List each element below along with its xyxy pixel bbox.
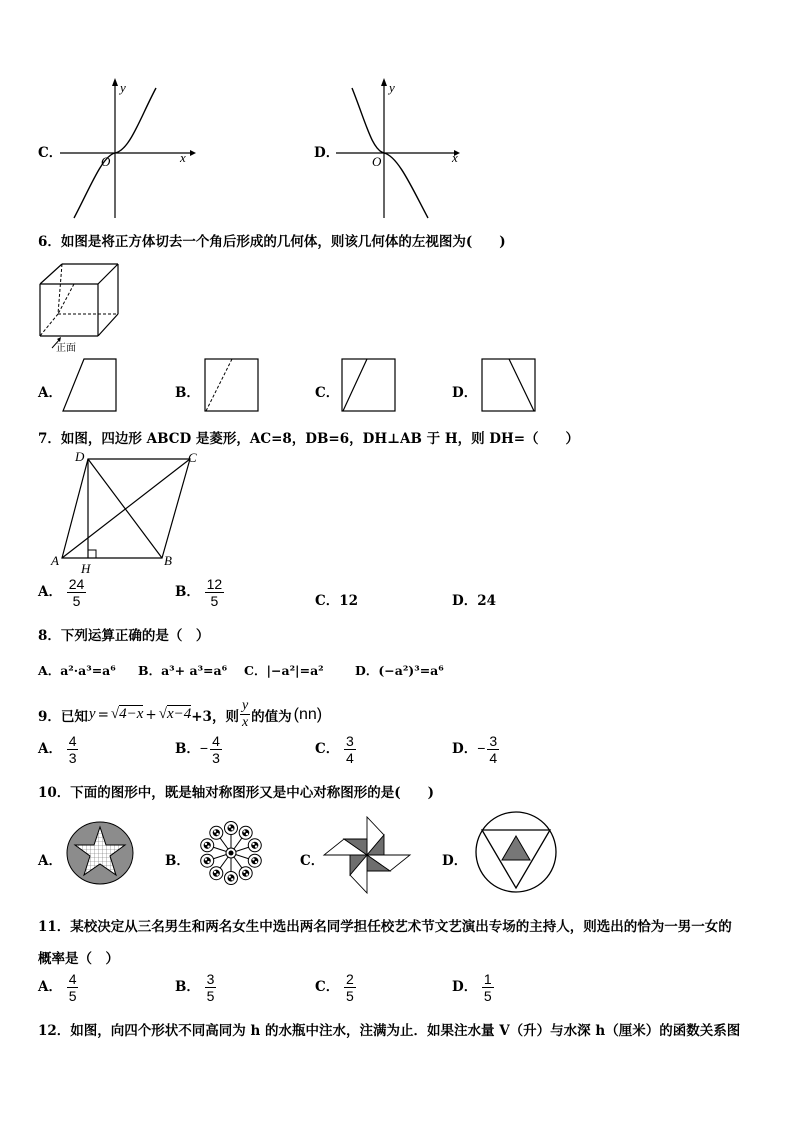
q8-option-d[interactable]: D．(−a²)³=a⁶ bbox=[355, 663, 444, 678]
q6-option-a-label[interactable]: A． bbox=[38, 385, 62, 401]
q6-option-b-label[interactable]: B． bbox=[175, 385, 200, 401]
q11-option-d-denominator: 5 bbox=[483, 988, 492, 1004]
q10-option-b-flower-figure[interactable] bbox=[196, 820, 266, 886]
q10-option-d-label[interactable]: D． bbox=[442, 853, 468, 869]
q11-option-b-denominator: 5 bbox=[206, 988, 215, 1004]
q7-label-h: H bbox=[81, 561, 91, 576]
q7-option-c-value: 12 bbox=[339, 593, 359, 609]
q11-option-d-numerator: 1 bbox=[483, 971, 492, 987]
q6-option-c-label[interactable]: C． bbox=[315, 385, 340, 401]
q11-option-b-label: B． bbox=[175, 979, 200, 995]
q7-text: 7．如图，四边形 ABCD 是菱形，AC=8，DB=6，DH⊥AB 于 H，则 DH=（ ） bbox=[38, 431, 580, 447]
q9-option-b-label: B． bbox=[175, 741, 200, 757]
flower-petal-dot bbox=[243, 871, 245, 873]
q11-option-d-label: D． bbox=[452, 979, 478, 995]
flower-petal-center bbox=[227, 874, 234, 881]
q9-option-d-fraction bbox=[487, 733, 499, 766]
flower-petal-dot bbox=[231, 828, 233, 830]
q11-option-b-fraction bbox=[205, 971, 217, 1004]
flower-petal-dot bbox=[207, 845, 209, 847]
q11-option-d-fraction bbox=[482, 971, 494, 1004]
q7-option-c[interactable] bbox=[315, 589, 358, 609]
q9-sqrt-1: √4−x bbox=[110, 706, 144, 722]
q9-y-over-x bbox=[240, 698, 250, 731]
q7-option-a-numerator: 24 bbox=[68, 576, 85, 592]
q9-y-var: y bbox=[88, 706, 96, 722]
q7-option-c-label: C． bbox=[315, 593, 340, 609]
q9-option-c-denominator: 4 bbox=[345, 750, 354, 766]
flower-petal-center bbox=[227, 824, 234, 831]
q10-option-a-label[interactable]: A． bbox=[38, 853, 62, 869]
q9-option-d[interactable] bbox=[452, 733, 499, 766]
q7-option-a-label: A． bbox=[38, 584, 62, 600]
flower-petal-dot bbox=[255, 861, 257, 863]
q9-option-a-denominator: 3 bbox=[68, 750, 77, 766]
q9-option-c-fraction bbox=[344, 733, 356, 766]
q9-plus: + bbox=[145, 706, 157, 723]
q9-paren: (nn) bbox=[293, 705, 323, 723]
q7-option-a-denominator: 5 bbox=[72, 593, 81, 609]
q11-option-b-numerator: 3 bbox=[206, 971, 215, 987]
q9-option-d-denominator: 4 bbox=[489, 750, 498, 766]
q7-rhombus-figure bbox=[60, 456, 196, 562]
flower-petal-center bbox=[204, 857, 211, 864]
q11-text-line1: 11．某校决定从三名男生和两名女生中选出两名同学担任校艺术节文艺演出专场的主持人，则选出的恰为一男一女的 bbox=[38, 919, 732, 935]
flower-petal-dot bbox=[207, 861, 209, 863]
q9-option-b-denominator: 3 bbox=[212, 750, 220, 766]
q10-text: 10．下面的图形中，既是轴对称图形又是中心对称图形的是( ) bbox=[38, 785, 435, 801]
q9-option-c[interactable] bbox=[315, 733, 356, 766]
q11-option-a-label: A． bbox=[38, 979, 62, 995]
q6-option-c-figure[interactable] bbox=[341, 358, 397, 412]
q12-text: 12．如图，向四个形状不同高同为 h 的水瓶中注水，注满为止．如果注水量 V（升）与水深 h（厘米）的函数关系图 bbox=[38, 1023, 741, 1039]
q8-text: 8．下列运算正确的是（ ） bbox=[38, 628, 210, 644]
q7-option-b-label: B． bbox=[175, 584, 200, 600]
q9-option-d-sign: − bbox=[477, 740, 486, 756]
flower-petal-dot bbox=[246, 833, 248, 835]
flower-petal-dot bbox=[252, 843, 254, 845]
q6-option-a-figure[interactable] bbox=[62, 358, 118, 412]
q10-option-a-star-figure[interactable] bbox=[66, 821, 134, 885]
q5-option-d-label: D． bbox=[314, 145, 340, 161]
q6-option-b-figure[interactable] bbox=[204, 358, 260, 412]
flower-petal-center bbox=[242, 829, 249, 836]
flower-petal-center bbox=[242, 870, 249, 877]
q11-option-d[interactable] bbox=[452, 971, 494, 1004]
flower-petal-dot bbox=[246, 873, 248, 875]
q7-option-d-value: 24 bbox=[477, 593, 497, 609]
flower-petal-center bbox=[204, 842, 211, 849]
q9-eq: = bbox=[97, 706, 109, 723]
q11-option-a-fraction bbox=[67, 971, 79, 1004]
q9-option-c-label: C． bbox=[315, 741, 340, 757]
q5-graph-c-x-label: x bbox=[180, 150, 186, 165]
q5-graph-d-y-label: y bbox=[389, 80, 395, 95]
q9-option-a-label: A． bbox=[38, 741, 62, 757]
q9-option-a-fraction bbox=[67, 733, 79, 766]
q7-option-b-denominator: 5 bbox=[210, 593, 219, 609]
q11-option-c[interactable] bbox=[315, 971, 356, 1004]
flower-petal-dot bbox=[214, 830, 216, 832]
q10-option-c-label[interactable]: C． bbox=[300, 853, 325, 869]
q9-option-b[interactable] bbox=[175, 733, 222, 766]
q9-fraction-denominator: x bbox=[241, 715, 249, 730]
q7-option-d[interactable] bbox=[452, 589, 496, 609]
q7-option-b-numerator: 12 bbox=[206, 576, 223, 592]
q5-graph-d bbox=[336, 78, 466, 220]
q9-option-b-sign: − bbox=[199, 740, 209, 756]
q5-graph-c-y-label: y bbox=[120, 80, 126, 95]
q5-graph-d-origin-label: O bbox=[372, 154, 382, 169]
q9-text bbox=[38, 698, 322, 731]
q8-option-b[interactable]: B．a³+ a³=a⁶ bbox=[138, 663, 228, 678]
q7-option-b[interactable] bbox=[175, 576, 224, 609]
q9-suffix: 的值为 bbox=[251, 708, 292, 725]
q5-graph-d-x-label: x bbox=[452, 150, 458, 165]
q10-option-c-pinwheel-figure[interactable] bbox=[322, 815, 412, 895]
q8-option-c[interactable]: C．|−a²|=a² bbox=[244, 663, 324, 678]
q11-option-c-fraction bbox=[344, 971, 356, 1004]
q5-option-c-label: C． bbox=[38, 145, 63, 161]
q9-sqrt-2: √x−4 bbox=[158, 706, 192, 722]
q7-label-c: C bbox=[188, 450, 197, 465]
q7-option-d-label: D． bbox=[452, 593, 478, 609]
q11-option-a-denominator: 5 bbox=[68, 988, 77, 1004]
q11-option-b[interactable] bbox=[175, 971, 216, 1004]
q7-label-a: A bbox=[51, 553, 59, 568]
q9-option-a[interactable] bbox=[38, 733, 78, 766]
q7-option-b-fraction bbox=[205, 576, 225, 609]
flower-petal-center bbox=[251, 857, 258, 864]
q11-option-a-numerator: 4 bbox=[68, 971, 77, 987]
q9-option-b-fraction bbox=[210, 733, 222, 766]
q11-option-a[interactable] bbox=[38, 971, 78, 1004]
q9-option-c-numerator: 3 bbox=[345, 733, 354, 749]
flower-petal-dot bbox=[231, 878, 233, 880]
flower-hub-center bbox=[229, 851, 234, 856]
flower-petal-center bbox=[213, 829, 220, 836]
q9-option-d-label: D． bbox=[452, 741, 478, 757]
q6-option-d-label[interactable]: D． bbox=[452, 385, 478, 401]
q9-fraction-numerator: y bbox=[241, 698, 249, 713]
q9-option-a-numerator: 4 bbox=[68, 733, 77, 749]
q7-option-a-fraction bbox=[67, 576, 87, 609]
q6-option-d-figure[interactable] bbox=[481, 358, 537, 412]
flower-petal-dot bbox=[229, 826, 231, 828]
q5-graph-c-origin-label: O bbox=[101, 154, 111, 169]
q9-sqrt-2-radicand: x−4 bbox=[166, 706, 192, 722]
flower-petal-dot bbox=[229, 876, 231, 878]
flower-petal-dot bbox=[216, 873, 218, 875]
q10-option-b-label[interactable]: B． bbox=[165, 853, 190, 869]
q10-option-d-triangle-circle-figure[interactable] bbox=[474, 810, 558, 894]
flower-petal-dot bbox=[252, 858, 254, 860]
q11-option-c-label: C． bbox=[315, 979, 340, 995]
q11-option-c-denominator: 5 bbox=[345, 988, 354, 1004]
q7-label-b: B bbox=[164, 553, 172, 568]
flower-petal-dot bbox=[205, 858, 207, 860]
q7-option-a[interactable] bbox=[38, 576, 86, 609]
q6-text: 6．如图是将正方体切去一个角后形成的几何体，则该几何体的左视图为( ) bbox=[38, 234, 506, 250]
flower-petal-dot bbox=[214, 871, 216, 873]
q11-text-line2: 概率是（ ） bbox=[38, 951, 119, 967]
q9-option-b-numerator: 4 bbox=[212, 733, 220, 749]
q9-tail: +3，则 bbox=[191, 708, 239, 725]
q9-sqrt-1-radicand: 4−x bbox=[119, 706, 144, 722]
flower-petal-dot bbox=[255, 845, 257, 847]
q7-label-d: D bbox=[75, 449, 85, 464]
q9-prefix: 9．已知 bbox=[38, 708, 88, 725]
flower-petal-center bbox=[213, 870, 220, 877]
flower-petal-dot bbox=[243, 830, 245, 832]
q5-graph-c bbox=[60, 78, 200, 220]
q11-option-c-numerator: 2 bbox=[345, 971, 354, 987]
flower-petal-center bbox=[251, 842, 258, 849]
flower-petal-dot bbox=[216, 833, 218, 835]
flower-petal-dot bbox=[205, 843, 207, 845]
q6-front-label: 正面 bbox=[56, 343, 76, 354]
q9-option-d-numerator: 3 bbox=[489, 733, 498, 749]
q6-solid-figure bbox=[38, 262, 128, 342]
q8-option-a[interactable]: A．a²·a³=a⁶ bbox=[38, 663, 116, 678]
